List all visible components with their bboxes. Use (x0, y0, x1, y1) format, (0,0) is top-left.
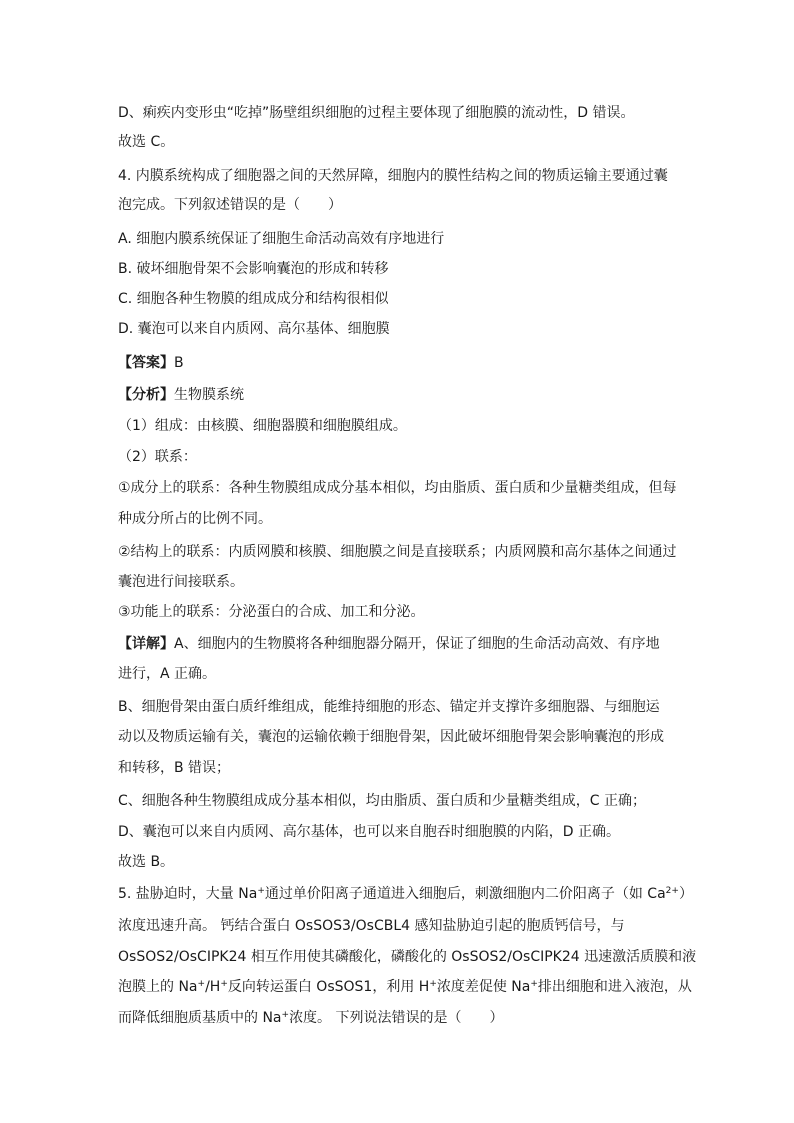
detail-line (118, 635, 660, 653)
option-d: D. 囊泡可以来自内质网、高尔基体、细胞膜 (118, 321, 390, 337)
analysis-text: ③功能上的联系：分泌蛋白的合成、加工和分泌。 (118, 604, 425, 620)
answer-line (118, 354, 184, 372)
analysis-text: ②结构上的联系：内质网膜和核膜、细胞膜之间是直接联系；内质网膜和高尔基体之间通过 (118, 544, 677, 560)
option-b: B. 破坏细胞骨架不会影响囊泡的形成和转移 (118, 261, 389, 277)
analysis-text: （2）联系： (118, 449, 197, 465)
analysis-tag: 【分析】 (118, 387, 174, 403)
detail-text: A、细胞内的生物膜将各种细胞器分隔开，保证了细胞的生命活动高效、有序地 (174, 636, 660, 652)
question-5-stem: 浓度迅速升高。 钙结合蛋白 OsSOS3/OsCBL4 感知盐胁迫引起的胞质钙信号，与 (118, 918, 625, 934)
question-5-stem: OsSOS2/OsCIPK24 相互作用使其磷酸化，磷酸化的 OsSOS2/OsCIPK24 迅速激活质膜和液 (118, 949, 697, 965)
answer-value: B (174, 355, 184, 371)
option-c: C. 细胞各种生物膜的组成成分和结构很相似 (118, 291, 389, 307)
text-line: D、痢疾内变形虫“吃掉”肠壁组织细胞的过程主要体现了细胞膜的流动性，D 错误。 (118, 105, 635, 121)
question-4-stem: 泡完成。下列叙述错误的是（ ） (118, 197, 342, 213)
detail-tag: 【详解】 (118, 636, 174, 652)
answer-tag: 【答案】 (118, 355, 174, 371)
analysis-line (118, 386, 244, 404)
analysis-text: 种成分所占的比例不同。 (118, 511, 272, 527)
option-a: A. 细胞内膜系统保证了细胞生命活动高效有序地进行 (118, 231, 445, 247)
question-4-stem: 4. 内膜系统构成了细胞器之间的天然屏障，细胞内的膜性结构之间的物质运输主要通过囊 (118, 168, 668, 184)
text-line: 故选 C。 (118, 134, 175, 150)
analysis-text: 囊泡进行间接联系。 (118, 574, 244, 590)
detail-text: 进行，A 正确。 (118, 666, 217, 682)
analysis-title: 生物膜系统 (174, 387, 244, 403)
analysis-text: ①成分上的联系：各种生物膜组成成分基本相似，均由脂质、蛋白质和少量糖类组成，但每 (118, 480, 677, 496)
detail-text: C、细胞各种生物膜组成成分基本相似，均由脂质、蛋白质和少量糖类组成，C 正确； (118, 793, 646, 809)
detail-text: D、囊泡可以来自内质网、高尔基体，也可以来自胞吞时细胞膜的内陷，D 正确。 (118, 824, 621, 840)
question-5-stem: 而降低细胞质基质中的 Na+浓度。 下列说法错误的是（ ） (118, 1010, 504, 1026)
detail-text: 和转移，B 错误； (118, 760, 231, 776)
question-5-stem: 泡膜上的 Na+/H+反向转运蛋白 OsSOS1，利用 H+浓度差促使 Na+排出细胞和进入液泡，从 (118, 979, 692, 995)
detail-text: 动以及物质运输有关，囊泡的运输依赖于细胞骨架，因此破坏细胞骨架会影响囊泡的形成 (118, 729, 664, 745)
text-line: 故选 B。 (118, 854, 175, 870)
detail-text: B、细胞骨架由蛋白质纤维组成，能维持细胞的形态、锚定并支撑许多细胞器、与细胞运 (118, 699, 660, 715)
question-5-stem: 5. 盐胁迫时，大量 Na+通过单价阳离子通道进入细胞后，刺激细胞内二价阳离子（如 $Ca^{2+}$） (118, 886, 693, 902)
analysis-text: （1）组成：由核膜、细胞器膜和细胞膜组成。 (118, 418, 407, 434)
